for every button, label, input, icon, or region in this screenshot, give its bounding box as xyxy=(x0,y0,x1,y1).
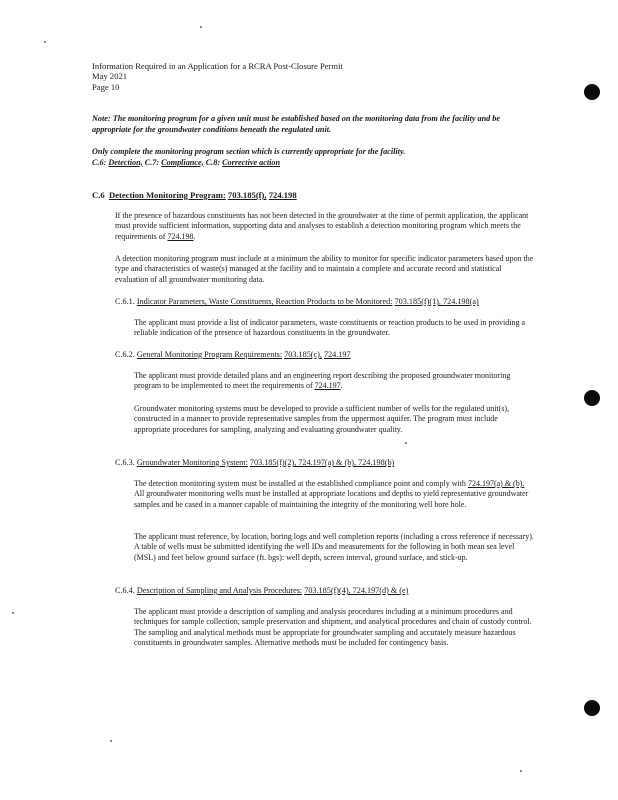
scan-speck xyxy=(520,770,522,772)
subsection-c61-title xyxy=(115,297,479,306)
section-title: Detection Monitoring Program: xyxy=(108,190,226,200)
c61-paragraph: The applicant must provide a list of indicator parameters, waste constituents or reaction products to be used in providing a reliable indication of the presence of hazardous constituents in the groundwater. xyxy=(134,318,526,338)
section-c6-title xyxy=(92,190,297,200)
c63-paragraph-1-text-a: The detection monitoring system must be installed at the established compliance point and comply with xyxy=(134,479,466,488)
c63-refs[interactable]: 703.185(f)(2), 724.197(a) & (b), 724.198(b) xyxy=(249,458,395,467)
paragraph-intro-end: . xyxy=(193,231,196,241)
c62-paragraph-1-text: The applicant must provide detailed plans and an engineering report describing the proposed groundwater monitoring program to be implemented to meet the requirements of xyxy=(134,371,511,391)
subsection-c63-title xyxy=(115,458,394,467)
paragraph-intro xyxy=(115,211,535,242)
instruction-options xyxy=(92,158,522,169)
section-ref-703[interactable]: 703.185(f), xyxy=(227,190,267,200)
c63-title: Groundwater Monitoring System: xyxy=(136,458,248,467)
paragraph-minimum-requirements: A detection monitoring program must include at a minimum the ability to monitor for specific indicator parameters based upon the type and characteristics of waste(s) managed at the facility and to maintain a complete and accurate record and statistical evaluation of all groundwater monitoring data. xyxy=(115,254,534,284)
c61-refs[interactable]: 703.185(f)(1), 724.198(a) xyxy=(394,297,479,306)
option-compliance-number: C.7: xyxy=(144,157,160,167)
option-detection-link[interactable]: Detection, xyxy=(108,157,143,167)
c61-title: Indicator Parameters, Waste Constituents, Reaction Products to be Monitored: xyxy=(136,297,393,306)
option-corrective-number: C.8: xyxy=(205,157,221,167)
subsection-c62-title xyxy=(115,350,351,359)
c63-number: C.6.3. xyxy=(115,458,135,467)
scan-speck xyxy=(200,26,202,28)
c62-title: General Monitoring Program Requirements: xyxy=(136,350,283,359)
c62-ref-724[interactable]: 724.197 xyxy=(323,350,351,359)
c62-paragraph-2: Groundwater monitoring systems must be developed to provide a sufficient number of wells for the regulated unit(s), constructed in a manner to provide representative samples from the uppermost aquifer. The program must include appropriate procedures for sampling, analyzing and evaluating groundwater quality. xyxy=(134,404,510,434)
header-date: May 2021 xyxy=(92,71,128,82)
c64-paragraph: The applicant must provide a description of sampling and analysis procedures including at a minimum procedures and techniques for sample collection, sample preservation and shipment, and analytical procedures and chain of custody control. The sampling and analytical methods must be appropriate for groundwater sampling and accurately measure hazardous constituents in groundwater samples. Alternative methods must be included for contingency basis. xyxy=(134,607,532,647)
c62-paragraph-1-ref[interactable]: 724.197 xyxy=(314,381,341,391)
section-ref-724[interactable]: 724.198 xyxy=(268,190,297,200)
paragraph-intro-text: If the presence of hazardous constituents has not been detected in the groundwater at the time of permit application, the applicant must provide sufficient information, supporting data and analyses to establish a detection monitoring program which meets the requirements of xyxy=(115,211,529,241)
c62-paragraph-1-end: . xyxy=(340,381,343,391)
option-corrective-link[interactable]: Corrective action xyxy=(222,157,281,167)
section-number: C.6 xyxy=(92,190,105,200)
header-title: Information Required in an Application for a RCRA Post-Closure Permit xyxy=(92,61,343,71)
scan-speck xyxy=(12,612,14,614)
subsection-c64-title xyxy=(115,586,408,595)
c61-number: C.6.1. xyxy=(115,297,135,306)
c62-paragraph-1 xyxy=(134,371,534,392)
c62-number: C.6.2. xyxy=(115,350,135,359)
option-detection-number: C.6: xyxy=(92,157,107,167)
c63-paragraph-2: The applicant must reference, by location, boring logs and well completion reports (including a cross reference if necessary). A table of wells must be submitted identifying the well IDs and measurements for the following in both mean sea level (MSL) and feet below ground surface (ft. bgs): well depth, screen interval, ground surface, and stick-up. xyxy=(134,532,534,562)
c63-paragraph-1-text-b: All groundwater monitoring wells must be installed at appropriate locations and depths to yield representative groundwater samples and be cased in a manner capable of maintaining the integrity of the monitoring well bore hole. xyxy=(134,489,529,509)
c64-refs[interactable]: 703.185(f)(4), 724.197(d) & (e) xyxy=(304,586,409,595)
c63-paragraph-1-ref[interactable]: 724.197(a) & (b). xyxy=(467,479,525,488)
c64-title: Description of Sampling and Analysis Procedures: xyxy=(136,586,303,595)
paragraph-intro-ref[interactable]: 724.198 xyxy=(167,231,194,241)
c63-paragraph-1 xyxy=(134,479,534,510)
option-compliance-link[interactable]: Compliance, xyxy=(161,157,204,167)
header-page-number: Page 10 xyxy=(92,81,120,92)
document-header xyxy=(92,61,343,92)
c64-number: C.6.4. xyxy=(115,586,135,595)
hole-punch-top xyxy=(584,84,600,100)
scan-speck xyxy=(44,41,46,43)
instruction-text: Only complete the monitoring program section which is currently appropriate for the facility. xyxy=(92,147,406,156)
scan-speck xyxy=(405,442,407,444)
scan-speck xyxy=(110,740,112,742)
hole-punch-bottom xyxy=(584,700,600,716)
instruction-block xyxy=(92,147,522,168)
monitoring-note: Note: The monitoring program for a given unit must be established based on the monitoring data from the facility and be appropriate for the groundwater conditions beneath the regulated unit. xyxy=(92,114,501,134)
c62-ref-703[interactable]: 703.185(c), xyxy=(284,350,322,359)
hole-punch-middle xyxy=(584,390,600,406)
